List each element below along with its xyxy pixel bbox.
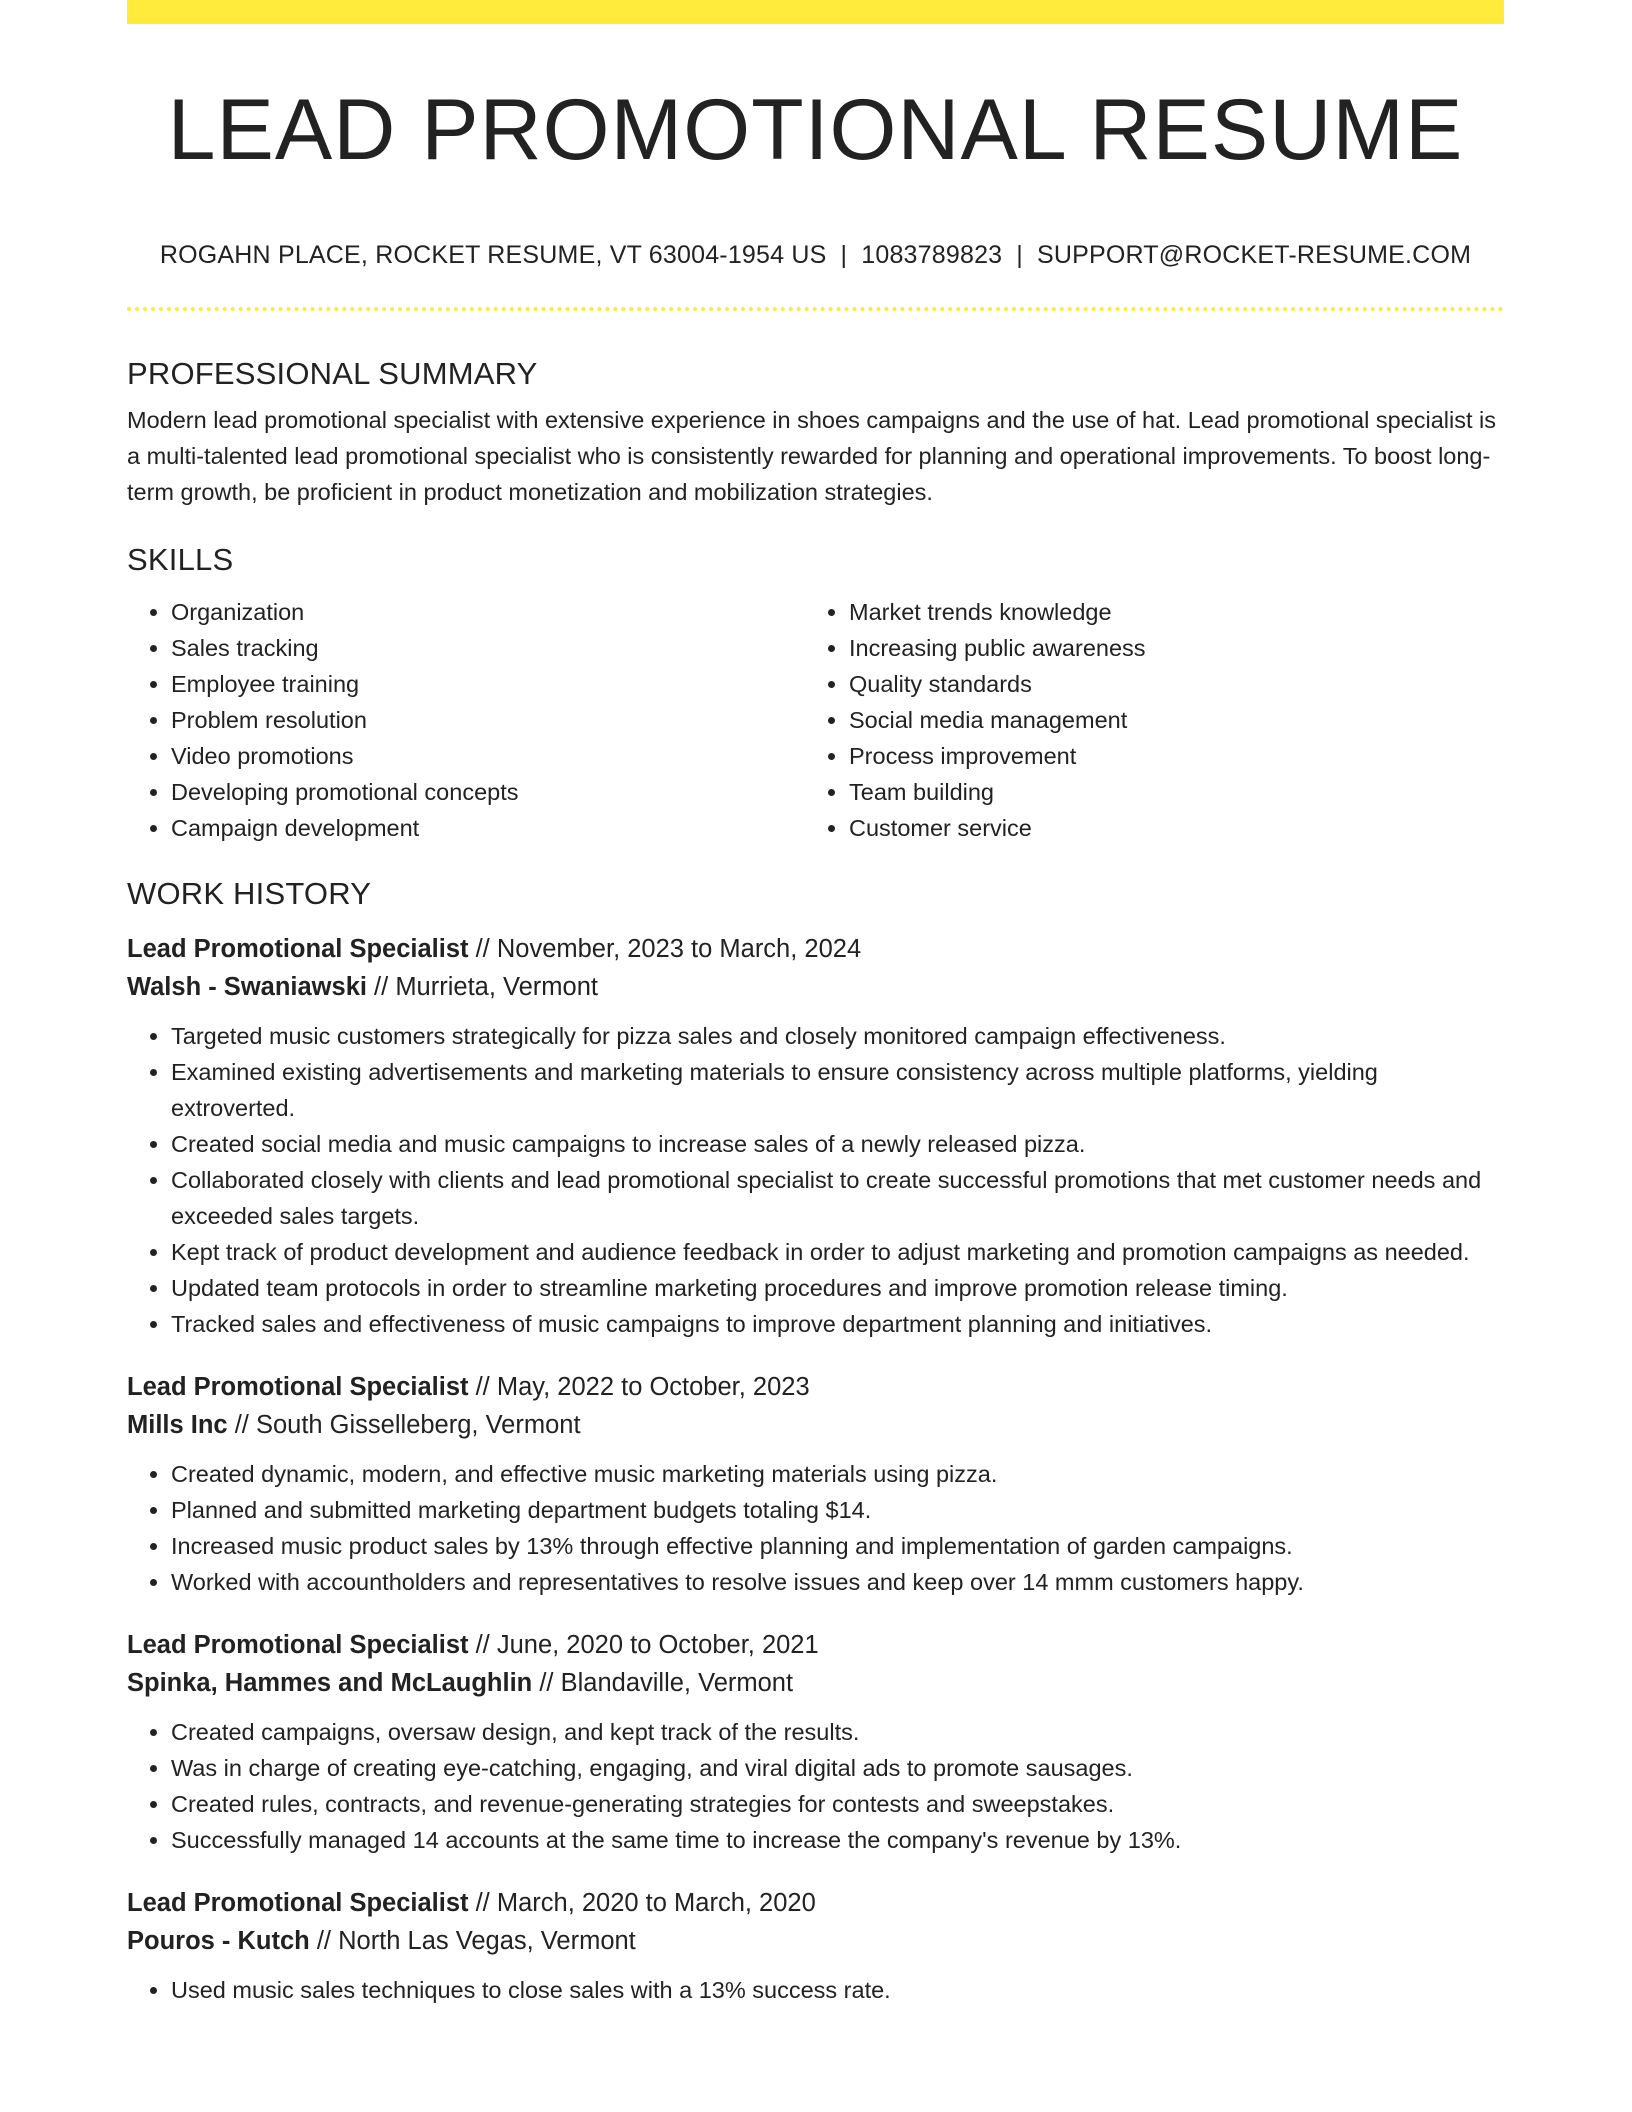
- job-dates: March, 2020 to March, 2020: [496, 1889, 816, 1917]
- skills-list-right: [805, 594, 1483, 846]
- job-separator: //: [366, 973, 396, 1001]
- job-bullet: • Kept track of product development and audience feedback in order to adjust marketing and promotion campaigns as needed.: [171, 1234, 1504, 1270]
- job-separator: //: [532, 1669, 561, 1697]
- skill-item: • Increasing public awareness: [849, 630, 1483, 666]
- job-location: Murrieta, Vermont: [395, 973, 598, 1001]
- resume-sections: [127, 350, 1504, 2008]
- job-dates: November, 2023 to March, 2024: [496, 935, 862, 963]
- job-separator: //: [468, 1889, 497, 1917]
- job-title: Lead Promotional Specialist: [127, 1889, 469, 1917]
- job-bullet: • Collaborated closely with clients and lead promotional specialist to create successful promotions that met customer needs and exceeded sales targets.: [171, 1162, 1504, 1234]
- job-location: South Gisselleberg, Vermont: [255, 1411, 581, 1439]
- job-bullet: • Used music sales techniques to close sales with a 13% success rate.: [171, 1972, 1504, 2008]
- job-entry: [127, 930, 1504, 1342]
- contact-phone: 1083789823: [861, 241, 1003, 269]
- resume-title: LEAD PROMOTIONAL RESUME: [167, 82, 1464, 178]
- job-separator: //: [468, 1373, 497, 1401]
- skill-item: • Quality standards: [849, 666, 1483, 702]
- job-entry: [127, 1626, 1504, 1858]
- contact-line: [127, 238, 1504, 272]
- job-title: Lead Promotional Specialist: [127, 1631, 469, 1659]
- job-bullets: [127, 1972, 1504, 2008]
- job-bullet: • Created rules, contracts, and revenue-generating strategies for contests and sweepstakes.: [171, 1786, 1504, 1822]
- skills-list-left: [127, 594, 805, 846]
- work-history-heading: WORK HISTORY: [127, 876, 372, 911]
- job-entry: [127, 1368, 1504, 1600]
- job-company-line: [127, 1406, 1504, 1444]
- skill-item: • Sales tracking: [171, 630, 805, 666]
- job-company: Pouros - Kutch: [127, 1927, 310, 1955]
- job-entry: [127, 1884, 1504, 2008]
- job-bullet: • Was in charge of creating eye-catching, engaging, and viral digital ads to promote sausages.: [171, 1750, 1504, 1786]
- dotted-divider: [127, 307, 1504, 311]
- job-company-line: [127, 1664, 1504, 1702]
- job-title-line: [127, 1884, 1504, 1922]
- summary-text: Modern lead promotional specialist with extensive experience in shoes campaigns and the use of hat. Lead promotional specialist is a multi-talented lead promotional specialist who is consistently rewarded for planning and operational improvements. To boost long-term growth, be proficient in product monetization and mobilization strategies.: [127, 407, 1497, 505]
- job-dates: May, 2022 to October, 2023: [496, 1373, 810, 1401]
- job-company: Walsh - Swaniawski: [127, 973, 367, 1001]
- job-location: North Las Vegas, Vermont: [338, 1927, 636, 1955]
- contact-email: SUPPORT@ROCKET-RESUME.COM: [1036, 241, 1472, 269]
- skill-item: • Social media management: [849, 702, 1483, 738]
- summary-heading: PROFESSIONAL SUMMARY: [127, 356, 538, 391]
- job-bullets: [127, 1018, 1504, 1342]
- skill-item: • Team building: [849, 774, 1483, 810]
- skill-item: • Organization: [171, 594, 805, 630]
- job-company: Spinka, Hammes and McLaughlin: [127, 1669, 533, 1697]
- contact-separator: |: [1016, 241, 1023, 269]
- job-bullet: • Created social media and music campaigns to increase sales of a newly released pizza.: [171, 1126, 1504, 1162]
- job-separator: //: [309, 1927, 339, 1955]
- job-title-line: [127, 1626, 1504, 1664]
- skill-item: • Campaign development: [171, 810, 805, 846]
- job-dates: June, 2020 to October, 2021: [496, 1631, 819, 1659]
- job-separator: //: [468, 1631, 497, 1659]
- job-title: Lead Promotional Specialist: [127, 935, 469, 963]
- accent-bar: [127, 0, 1504, 24]
- skills-columns: [127, 594, 1504, 846]
- job-bullet: • Worked with accountholders and representatives to resolve issues and keep over 14 mmm customers happy.: [171, 1564, 1504, 1600]
- job-bullet: • Increased music product sales by 13% through effective planning and implementation of garden campaigns.: [171, 1528, 1504, 1564]
- skill-item: • Process improvement: [849, 738, 1483, 774]
- job-bullet: • Created dynamic, modern, and effective music marketing materials using pizza.: [171, 1456, 1504, 1492]
- skill-item: • Developing promotional concepts: [171, 774, 805, 810]
- job-bullet: • Updated team protocols in order to streamline marketing procedures and improve promotion release timing.: [171, 1270, 1504, 1306]
- job-location: Blandaville, Vermont: [560, 1669, 794, 1697]
- job-bullet: • Successfully managed 14 accounts at the same time to increase the company's revenue by 13%.: [171, 1822, 1504, 1858]
- job-title: Lead Promotional Specialist: [127, 1373, 469, 1401]
- skill-item: • Market trends knowledge: [849, 594, 1483, 630]
- job-company-line: [127, 968, 1504, 1006]
- job-title-line: [127, 1368, 1504, 1406]
- job-separator: //: [227, 1411, 256, 1439]
- skill-item: • Problem resolution: [171, 702, 805, 738]
- job-title-line: [127, 930, 1504, 968]
- job-separator: //: [468, 935, 497, 963]
- job-bullet: • Planned and submitted marketing department budgets totaling $14.: [171, 1492, 1504, 1528]
- skill-item: • Employee training: [171, 666, 805, 702]
- skill-item: • Video promotions: [171, 738, 805, 774]
- skills-heading: SKILLS: [127, 542, 234, 577]
- job-bullets: [127, 1456, 1504, 1600]
- job-bullets: [127, 1714, 1504, 1858]
- job-company: Mills Inc: [127, 1411, 228, 1439]
- skill-item: • Customer service: [849, 810, 1483, 846]
- contact-separator: |: [840, 241, 848, 269]
- contact-address: ROGAHN PLACE, ROCKET RESUME, VT 63004-1954 US: [159, 241, 827, 269]
- job-bullet: • Created campaigns, oversaw design, and kept track of the results.: [171, 1714, 1504, 1750]
- job-company-line: [127, 1922, 1504, 1960]
- job-bullet: • Targeted music customers strategically for pizza sales and closely monitored campaign effectiveness.: [171, 1018, 1504, 1054]
- job-bullet: • Tracked sales and effectiveness of music campaigns to improve department planning and initiatives.: [171, 1306, 1504, 1342]
- job-bullet: • Examined existing advertisements and marketing materials to ensure consistency across multiple platforms, yielding extroverted.: [171, 1054, 1504, 1126]
